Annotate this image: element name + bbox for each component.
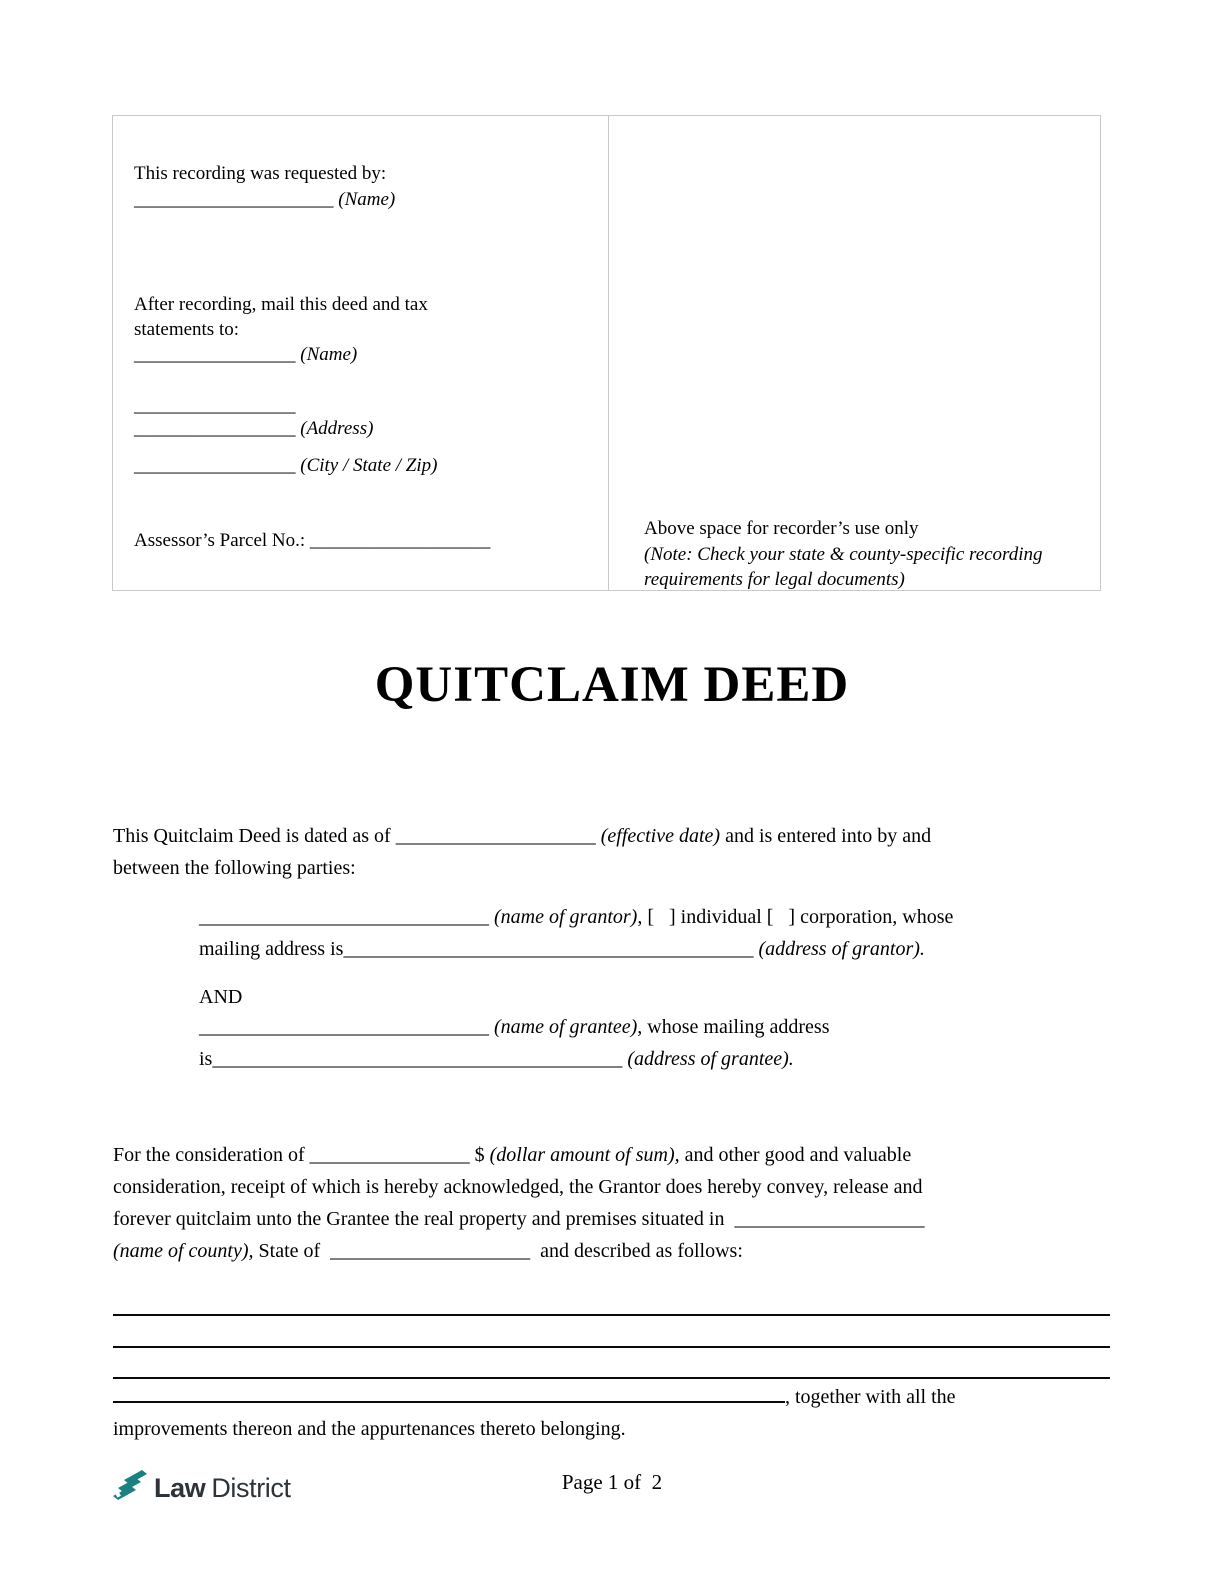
- intro-line-1: This Quitclaim Deed is dated as of ____________________ (effective date) and is entered into by and: [113, 825, 932, 847]
- brand-text-district: District: [211, 1473, 291, 1503]
- page-number-label: Page 1 of 2: [561, 1470, 663, 1494]
- mail-to-address-line: _________________ (Address): [134, 418, 374, 439]
- mail-to-blank-line: _________________: [134, 395, 296, 416]
- mail-to-label-line2: statements to:: [134, 319, 240, 340]
- consideration-line-1: For the consideration of ________________ $ (dollar amount of sum), and other good and valuable: [113, 1144, 912, 1166]
- mail-to-city-line: _________________ (City / State / Zip): [134, 455, 438, 476]
- mail-to-name-line: _________________ (Name): [134, 344, 358, 365]
- intro-line-2: between the following parties:: [113, 857, 356, 879]
- recorder-note-line1: (Note: Check your state & county-specific recording: [644, 544, 1043, 565]
- requested-by-label: This recording was requested by:: [134, 163, 387, 184]
- description-rule-1: [113, 1314, 1110, 1316]
- consideration-line-3: forever quitclaim unto the Grantee the real property and premises situated in ___________________: [113, 1208, 925, 1230]
- requested-by-blank: _____________________ (Name): [134, 189, 396, 210]
- grantor-clause: [199, 901, 1114, 965]
- description-rule-4: [113, 1379, 785, 1403]
- description-rule-2: [113, 1346, 1110, 1348]
- grantee-clause: [199, 1011, 1114, 1075]
- grantor-line-2: mailing address is_________________________________________ (address of grantor).: [199, 938, 925, 960]
- page-title: QUITCLAIM DEED: [374, 657, 850, 713]
- parcel-number-line: Assessor’s Parcel No.: ___________________: [134, 530, 491, 551]
- grantee-line-2: is_________________________________________ (address of grantee).: [199, 1048, 794, 1070]
- consideration-paragraph: [113, 1139, 1118, 1267]
- together-text: , together with all the: [785, 1386, 956, 1408]
- grantee-line-1: _____________________________ (name of grantee), whose mailing address: [199, 1016, 830, 1038]
- brand-text-law: Law: [154, 1473, 206, 1503]
- recorder-info-box: [112, 115, 1101, 591]
- recorder-box-divider: [608, 116, 609, 590]
- consideration-line-4: (name of county), State of ____________________ and described as follows:: [113, 1240, 743, 1262]
- grantor-line-1: _____________________________ (name of grantor), [ ] individual [ ] corporation, whose: [199, 906, 954, 928]
- mail-to-label-line1: After recording, mail this deed and tax: [134, 294, 428, 315]
- consideration-line-2: consideration, receipt of which is hereby acknowledged, the Grantor does hereby convey, release and: [113, 1176, 923, 1198]
- recorder-note-line2: requirements for legal documents): [644, 569, 905, 590]
- and-label: AND: [199, 986, 243, 1008]
- recorder-use-only-line: Above space for recorder’s use only: [644, 518, 919, 539]
- description-partial-line: [113, 1379, 956, 1407]
- intro-paragraph: [113, 820, 1113, 884]
- improvements-line: improvements thereon and the appurtenances thereto belonging.: [113, 1418, 626, 1440]
